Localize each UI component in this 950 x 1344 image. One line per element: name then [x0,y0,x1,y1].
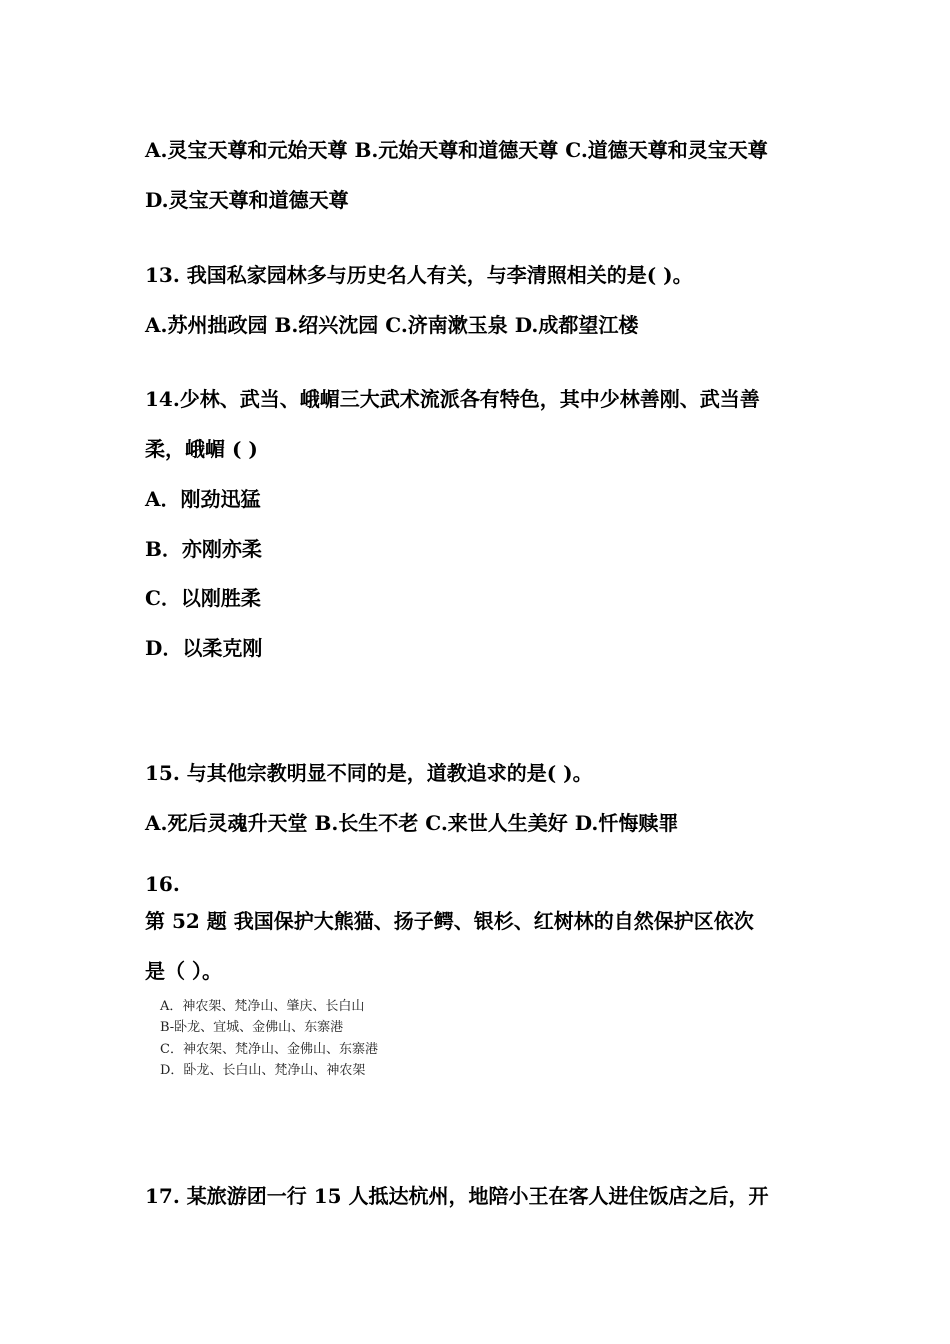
q16-image-option-a: A．神农架、梵净山、肇庆、长白山 [160,999,365,1014]
q15-options: A.死后灵魂升天堂 B.长生不老 C.来世人生美好 D.忏悔赎罪 [145,811,679,835]
q14-stem-line1: 14.少林、武当、峨嵋三大武术流派各有特色，其中少林善刚、武当善 [145,387,760,411]
q16-number: 16. [145,872,180,896]
q16-image-option-d: D．卧龙、长白山、梵净山、神农架 [160,1063,366,1078]
q15-stem: 15. 与其他宗教明显不同的是，道教追求的是( )。 [145,761,593,785]
q16-stem-line2: 是（ ）。 [145,959,222,983]
q14-option-a: A．刚劲迅猛 [145,487,261,511]
q16-stem-line1: 第 52 题 我国保护大熊猫、扬子鳄、银杉、红树林的自然保护区依次 [145,909,754,933]
q14-option-d: D．以柔克刚 [145,636,263,660]
q14-stem-line2: 柔，峨嵋 ( ) [145,437,258,461]
q12-options-line2: D.灵宝天尊和道德天尊 [145,188,349,212]
q13-options: A.苏州拙政园 B.绍兴沈园 C.济南漱玉泉 D.成都望江楼 [145,313,639,337]
q14-option-b: B．亦刚亦柔 [145,537,262,561]
q14-option-c: C．以刚胜柔 [145,586,261,610]
q12-options-line1: A.灵宝天尊和元始天尊 B.元始天尊和道德天尊 C.道德天尊和灵宝天尊 [145,138,768,162]
q16-image-option-b: B-卧龙、宜城、金佛山、东寨港 [160,1020,344,1035]
q16-image-option-c: C．神农架、梵净山、金佛山、东寨港 [160,1042,378,1057]
q13-stem: 13. 我国私家园林多与历史名人有关，与李清照相关的是( )。 [145,263,693,287]
q17-stem-line1: 17. 某旅游团一行 15 人抵达杭州，地陪小王在客人进住饭店之后，开 [145,1184,769,1208]
